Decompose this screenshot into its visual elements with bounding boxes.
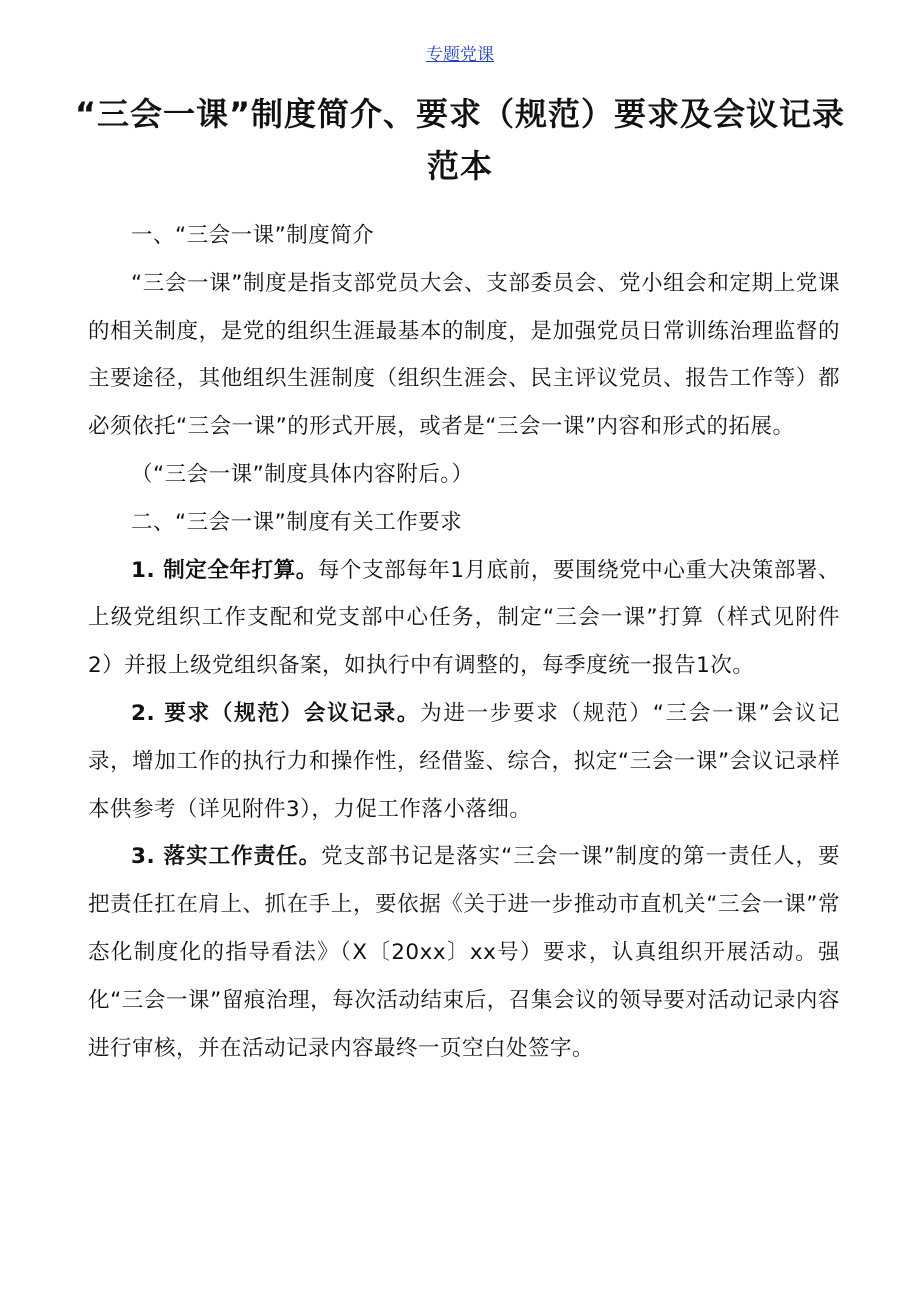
requirement-item-2 [88, 690, 840, 833]
requirement-text-3: 党支部书记是落实“三会一课”制度的第一责任人，要把责任扛在肩上、抓在手上，要依据《关于进一步推动市直机关“三会一课”常态化制度化的指导看法》（X〔20xx〕xx号）要求，认真组织开展活动。强化“三会一课”留痕治理，每次活动结束后，召集会议的领导要对活动记录内容进行审核，并在活动记录内容最终一页空白处签字。 [88, 844, 840, 1061]
requirement-item-3 [88, 833, 840, 1072]
document-title: “三会一课”制度简介、要求（规范）要求及会议记录范本 [74, 95, 846, 185]
section-heading-2: 二、“三会一课”制度有关工作要求 [131, 509, 463, 535]
document-body [88, 212, 840, 1072]
requirement-lead-1: 1. 制定全年打算。 [131, 557, 318, 583]
paragraph-note: （“三会一课”制度具体内容附后。） [131, 461, 474, 487]
section-heading-1: 一、“三会一课”制度简介 [131, 223, 375, 248]
paragraph-intro: “三会一课”制度是指支部党员大会、支部委员会、党小组会和定期上党课的相关制度，是党的组织生涯最基本的制度，是加强党员日常训练治理监督的主要途径，其他组织生涯制度（组织生涯会、民主评议党员、报告工作等）都必须依托“三会一课”的形式开展，或者是“三会一课”内容和形式的拓展。 [88, 270, 840, 440]
requirement-lead-2: 2. 要求（规范）会议记录。 [131, 700, 421, 726]
requirement-item-1 [88, 547, 840, 690]
requirement-text-2: 为进一步要求（规范）“三会一课”会议记录，增加工作的执行力和操作性，经借鉴、综合，拟定“三会一课”会议记录样本供参考（详见附件3），力促工作落小落细。 [88, 700, 840, 822]
requirement-lead-3: 3. 落实工作责任。 [131, 844, 322, 870]
requirement-text-1: 每个支部每年1月底前，要围绕党中心重大决策部署、上级党组织工作支配和党支部中心任务，制定“三会一课”打算（样式见附件2）并报上级党组织备案，如执行中有调整的，每季度统一报告1次。 [88, 557, 840, 679]
header-link[interactable]: 专题党课 [426, 45, 494, 65]
